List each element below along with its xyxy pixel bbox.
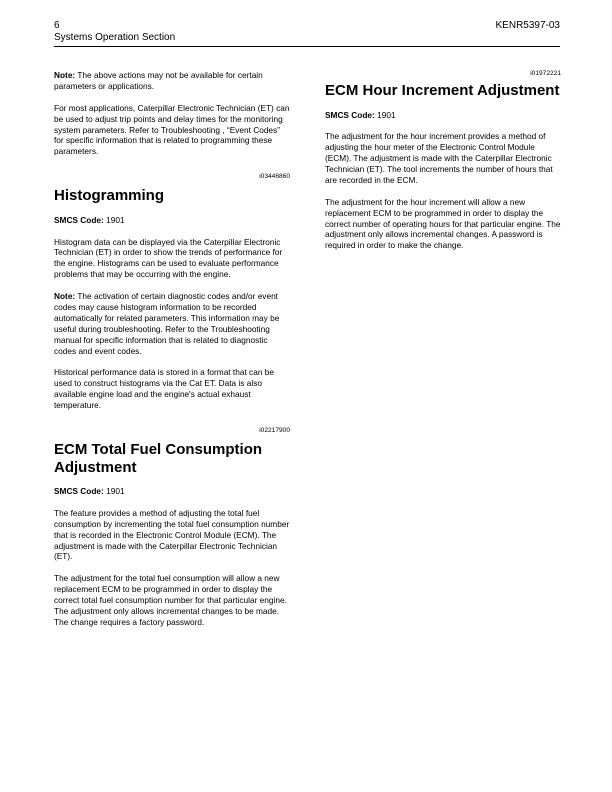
smcs-label: SMCS Code: [325, 109, 375, 120]
note-paragraph [54, 70, 290, 92]
smcs-label: SMCS Code: [54, 486, 104, 496]
hour-smcs-code [325, 110, 561, 121]
histogram-paragraph-2: Historical performance data is stored in a format that can be used to construct histograms via the Cat ET. Data is also available engine load and the engine's actual exhaust temperature. [54, 367, 274, 411]
fuel-paragraph-1: The feature provides a method of adjusting the total fuel consumption by incrementing the total fuel consumption number that is recorded in the Electronic Control Module (ECM). The adjustment is made with the Caterpillar Electronic Technician (ET). [54, 507, 290, 562]
section-title: Systems Operation Section [54, 32, 176, 43]
hour-heading: ECM Hour Increment Adjustment [325, 82, 560, 99]
intro-paragraph: For most applications, Caterpillar Electronic Technician (ET) can be used to adjust trip points and delay times for the monitoring system parameters. Refer to Troubleshooting , “Event Codes” for specific information that is related to programming these parameters. [54, 102, 290, 157]
document-id: KENR5397-03 [495, 20, 560, 31]
smcs-value: 1901 [374, 109, 396, 120]
smcs-value: 1901 [103, 486, 125, 496]
note-label: Note: [54, 291, 76, 302]
fuel-ref-id: i02217900 [259, 427, 290, 434]
histogram-smcs-code [54, 215, 290, 226]
note-label: Note: [54, 70, 76, 80]
hour-ref-id: i01972221 [530, 70, 561, 77]
histogram-paragraph-1: Histogram data can be displayed via the Caterpillar Electronic Technician (ET) in order to show the trends of performance for the engine. Histograms can be used to evaluate performance problems that may be occurring with the engine. [54, 236, 283, 280]
header-rule [54, 46, 560, 47]
histogram-note [54, 291, 290, 356]
hour-paragraph-1: The adjustment for the hour increment provides a method of adjusting the hour meter of the Electronic Control Module (ECM). The adjustment is made with the Caterpillar Electronic Technician (ET). The tool increments the number of hours that are recorded in the ECM. [325, 131, 553, 185]
page-number: 6 [54, 20, 60, 31]
left-column [54, 70, 290, 639]
histogram-ref-id: i03446860 [259, 173, 290, 181]
hour-paragraph-2: The adjustment for the hour increment will allow a new replacement ECM to be programmed in order to display the correct number of operating hours for that particular engine. The adjustment only allows incremental changes. A password is required in order to make the change. [325, 196, 561, 251]
right-column [325, 70, 561, 262]
note-text: The above actions may not be available for certain parameters or applications. [54, 70, 263, 91]
fuel-smcs-code [54, 486, 290, 497]
smcs-label: SMCS Code: [54, 214, 104, 225]
fuel-heading: ECM Total Fuel Consumption Adjustment [54, 441, 263, 476]
fuel-paragraph-2: The adjustment for the total fuel consumption will allow a new replacement ECM to be programmed in order to display the correct total fuel consumption number for that particular engine. The adjustment only allows incremental changes to be made. The change requires a factory password. [54, 573, 287, 627]
note-text: The activation of certain diagnostic codes and/or event codes may cause histogram information to be recorded automatically for related parameters. This information may be useful during troubleshooting. Refer to the Troubleshooting manual for specific information that is related to diagnostic codes and event codes. [54, 291, 280, 356]
histogram-heading: Histogramming [54, 187, 165, 205]
smcs-value: 1901 [103, 214, 125, 225]
